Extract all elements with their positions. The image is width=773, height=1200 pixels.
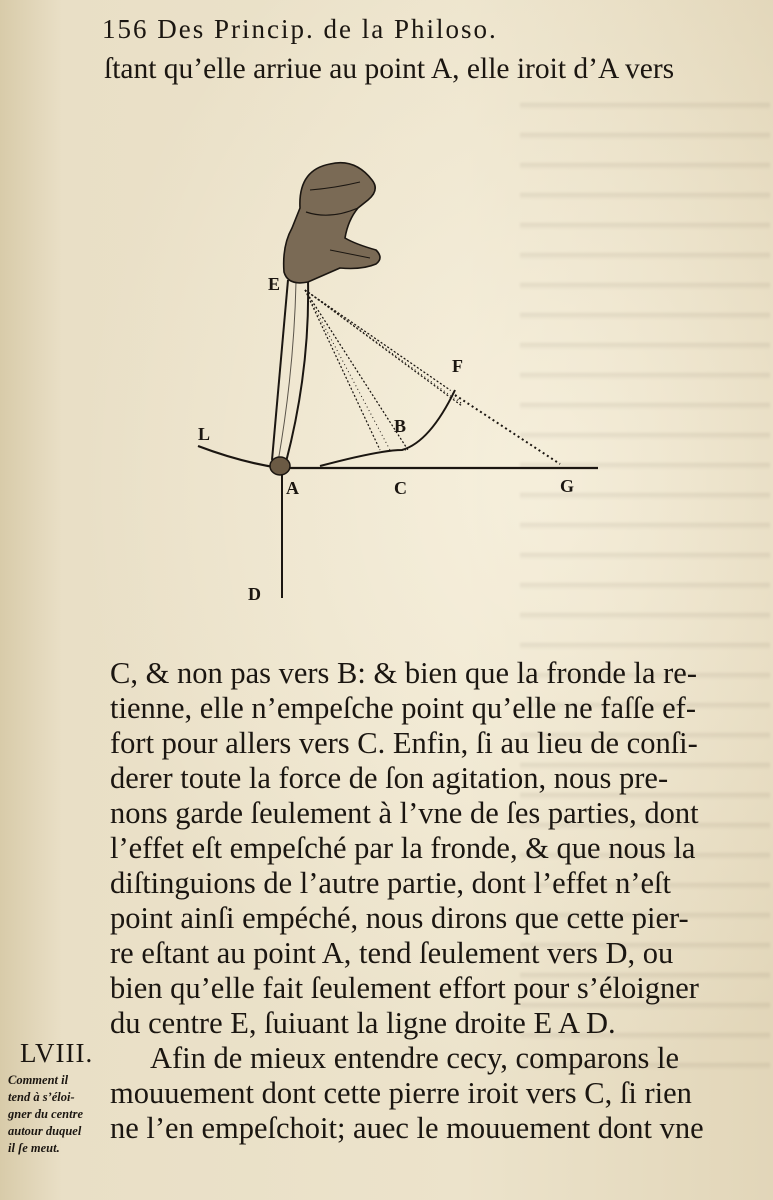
figure-label-f: F xyxy=(452,356,463,376)
margin-section-number: LVIII. xyxy=(20,1038,94,1068)
figure-label-c: C xyxy=(394,478,407,498)
margin-note-line: tend à s’éloi- xyxy=(8,1090,75,1104)
margin-note-line: il ſe meut. xyxy=(8,1141,60,1155)
lead-text-line: ſtant qu’elle arriue au point A, elle iroit d’A vers xyxy=(104,53,675,85)
body-line: re eſtant au point A, tend ſeulement vers D, ou xyxy=(110,936,674,970)
margin-note-line: gner du centre xyxy=(8,1107,83,1121)
body-line: l’effet eſt empeſché par la fronde, & que nous la xyxy=(110,831,696,865)
running-head: 156 Des Princip. de la Philoso. xyxy=(102,14,498,44)
figure-label-a: A xyxy=(286,478,299,498)
body-line: ne l’en empeſchoit; auec le mouuement dont vne xyxy=(110,1111,704,1145)
figure-label-l: L xyxy=(198,424,211,444)
body-line: fort pour allers vers C. Enfin, ſi au lieu de conſi- xyxy=(110,726,698,760)
body-line: derer toute la force de ſon agitation, nous pre- xyxy=(110,761,669,795)
body-line: point ainſi empéché, nous dirons que cette pier- xyxy=(110,901,689,935)
figure-label-d: D xyxy=(248,584,261,604)
body-line: Afin de mieux entendre cecy, comparons le xyxy=(150,1041,680,1075)
body-line: du centre E, ſuiuant la ligne droite E A D. xyxy=(110,1006,616,1040)
margin-note-line: Comment il xyxy=(8,1073,69,1087)
sling-figure xyxy=(180,150,620,610)
figure-label-g: G xyxy=(560,476,575,496)
body-line: diſtinguions de l’autre partie, dont l’effet n’eſt xyxy=(110,866,671,900)
body-line: C, & non pas vers B: & bien que la fronde la re- xyxy=(110,656,697,690)
body-line: mouuement dont cette pierre iroit vers C, ſi rien xyxy=(110,1076,692,1110)
margin-note xyxy=(8,1072,112,1157)
figure-label-b: B xyxy=(394,416,407,436)
body-line: tienne, elle n’empeſche point qu’elle ne faſſe ef- xyxy=(110,691,696,725)
body-line: bien qu’elle fait ſeulement effort pour s’éloigner xyxy=(110,971,699,1005)
body-line: nons garde ſeulement à l’vne de ſes parties, dont xyxy=(110,796,699,830)
figure-label-e: E xyxy=(268,274,281,294)
margin-note-line: autour duquel xyxy=(8,1124,82,1138)
